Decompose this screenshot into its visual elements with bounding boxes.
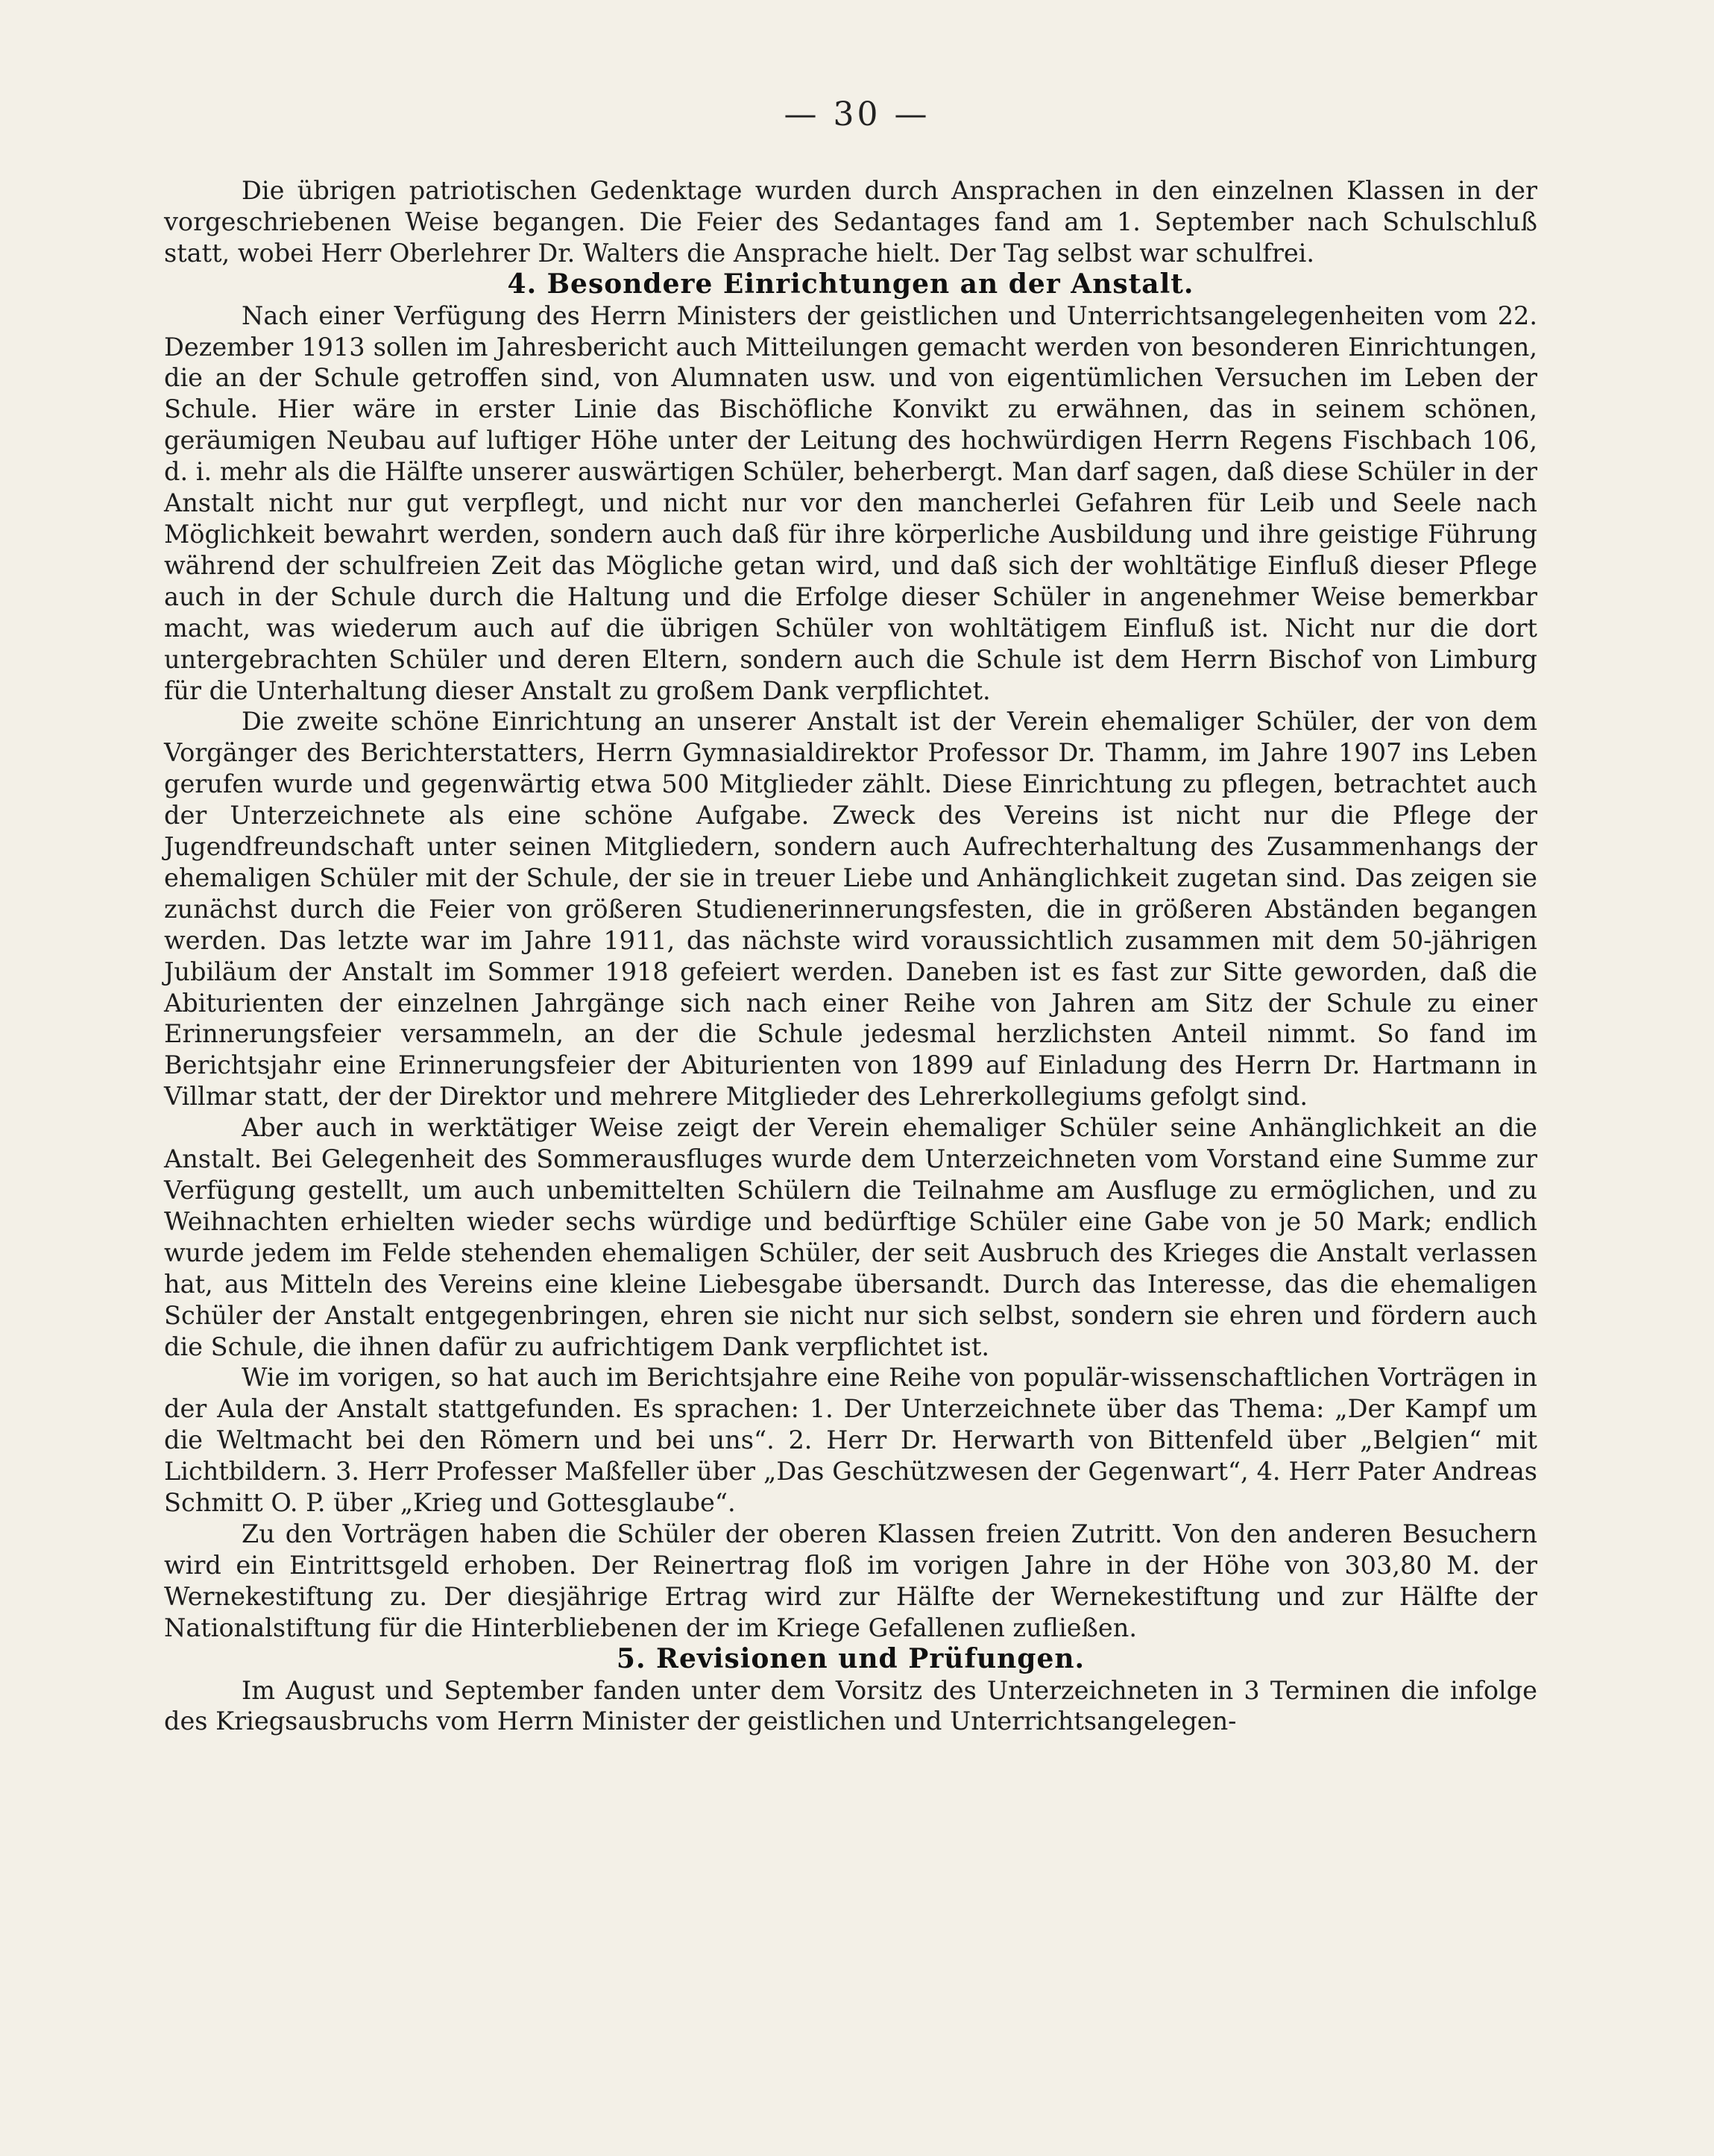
page-number: — 30 —	[784, 95, 930, 133]
paragraph-patriotic-days: Die übrigen patriotischen Gedenktage wurden durch Ansprachen in den einzelnen Klassen in der vorgeschriebenen Weise begangen. Die Feier des Sedantages fand am 1. September nach Schulschluß statt, wobei Herr Oberlehrer Dr. Walters die Ansprache hielt. Der Tag selbst war schulfrei.	[164, 176, 1537, 268]
section-heading-5: 5. Revisionen und Prüfungen.	[616, 1642, 1086, 1674]
paragraph-lecture-admission: Zu den Vorträgen haben die Schüler der oberen Klassen freien Zutritt. Von den anderen Besuchern wird ein Eintrittsgeld erhoben. Der Reinertrag floß im vorigen Jahre in der Höhe von 303,80 M. der Wernekestiftung zu. Der diesjährige Ertrag wird zur Hälfte der Wernekestiftung und zur Hälfte der Nationalstiftung für die Hinterbliebenen der im Kriege Gefallenen zufließen.	[164, 1519, 1537, 1642]
paragraph-special-facilities: Nach einer Verfügung des Herrn Ministers der geistlichen und Unterrichtsangelegenheiten vom 22. Dezember 1913 sollen im Jahresbericht auch Mitteilungen gemacht werden von besonderen Einrichtungen, die an der Schule getroffen sind, von Alumnaten usw. und von eigentümlichen Versuchen im Leben der Schule. Hier wäre in erster Linie das Bischöfliche Konvikt zu erwähnen, das in seinem schönen, geräumigen Neubau auf luftiger Höhe unter der Leitung des hochwürdigen Herrn Regens Fischbach 106, d. i. mehr als die Hälfte unserer auswärtigen Schüler, beherbergt. Man darf sagen, daß diese Schüler in der Anstalt nicht nur gut verpflegt, und nicht nur vor den mancherlei Gefahren für Leib und Seele nach Möglichkeit bewahrt werden, sondern auch daß für ihre körperliche Ausbildung und ihre geistige Führung während der schulfreien Zeit das Mögliche getan wird, und daß sich der wohltätige Einfluß dieser Pflege auch in der Schule durch die Haltung und die Erfolge dieser Schüler in angenehmer Weise bemerkbar macht, was wiederum auch auf die übrigen Schüler von wohltätigem Einfluß ist. Nicht nur die dort untergebrachten Schüler und deren Eltern, sondern auch die Schule ist dem Herrn Bischof von Limburg für die Unterhaltung dieser Anstalt zu großem Dank verpflichtet.	[164, 300, 1537, 705]
page-body	[164, 175, 1537, 1737]
paragraph-lectures: Wie im vorigen, so hat auch im Berichtsjahre eine Reihe von populär-wissenschaftlichen Vorträgen in der Aula der Anstalt stattgefunden. Es sprachen: 1. Der Unterzeichnete über das Thema: „Der Kampf um die Weltmacht bei den Römern und bei uns“. 2. Herr Dr. Herwarth von Bittenfeld über „Belgien“ mit Lichtbildern. 3. Herr Professer Maßfeller über „Das Geschützwesen der Gegenwart“, 4. Herr Pater Andreas Schmitt O. P. über „Krieg und Gottesglaube“.	[164, 1363, 1537, 1518]
paragraph-examinations: Im August und September fanden unter dem Vorsitz des Unterzeichneten in 3 Terminen die infolge des Kriegsausbruchs vom Herrn Minister der geistlichen und Unterrichtsangelegen-	[164, 1675, 1537, 1736]
section-heading-4: 4. Besondere Einrichtungen an der Anstalt.	[507, 268, 1194, 300]
paragraph-alumni-support: Aber auch in werktätiger Weise zeigt der Verein ehemaliger Schüler seine Anhänglichkeit an die Anstalt. Bei Gelegenheit des Sommerausfluges wurde dem Unterzeichneten vom Vorstand eine Summe zur Verfügung gestellt, um auch unbemittelten Schülern die Teilnahme am Ausfluge zu ermöglichen, und zu Weihnachten erhielten wieder sechs würdige und bedürftige Schüler eine Gabe von je 50 Mark; endlich wurde jedem im Felde stehenden ehemaligen Schüler, der seit Ausbruch des Krieges die Anstalt verlassen hat, aus Mitteln des Vereins eine kleine Liebesgabe übersandt. Durch das Interesse, das die ehemaligen Schüler der Anstalt entgegenbringen, ehren sie nicht nur sich selbst, sondern sie ehren und fördern auch die Schule, die ihnen dafür zu aufrichtigem Dank verpflichtet ist.	[164, 1113, 1537, 1361]
paragraph-alumni-association: Die zweite schöne Einrichtung an unserer Anstalt ist der Verein ehemaliger Schüler, der von dem Vorgänger des Berichterstatters, Herrn Gymnasialdirektor Professor Dr. Thamm, im Jahre 1907 ins Leben gerufen wurde und gegenwärtig etwa 500 Mitglieder zählt. Diese Einrichtung zu pflegen, betrachtet auch der Unterzeichnete als eine schöne Aufgabe. Zweck des Vereins ist nicht nur die Pflege der Jugendfreundschaft unter seinen Mitgliedern, sondern auch Aufrechterhaltung des Zusammenhangs der ehemaligen Schüler mit der Schule, der sie in treuer Liebe und Anhänglichkeit zugetan sind. Das zeigen sie zunächst durch die Feier von größeren Studienerinnerungsfesten, die in größeren Abständen begangen werden. Das letzte war im Jahre 1911, das nächste wird voraussichtlich zusammen mit dem 50-jährigen Jubiläum der Anstalt im Sommer 1918 gefeiert werden. Daneben ist es fast zur Sitte geworden, daß die Abiturienten der einzelnen Jahrgänge sich nach einer Reihe von Jahren am Sitz der Schule zu einer Erinnerungsfeier versammeln, an der die Schule jedesmal herzlichsten Anteil nimmt. So fand im Berichtsjahr eine Erinnerungsfeier der Abiturienten von 1899 auf Einladung des Herrn Dr. Hartmann in Villmar statt, der der Direktor und mehrere Mitglieder des Lehrerkollegiums gefolgt sind.	[164, 707, 1537, 1112]
